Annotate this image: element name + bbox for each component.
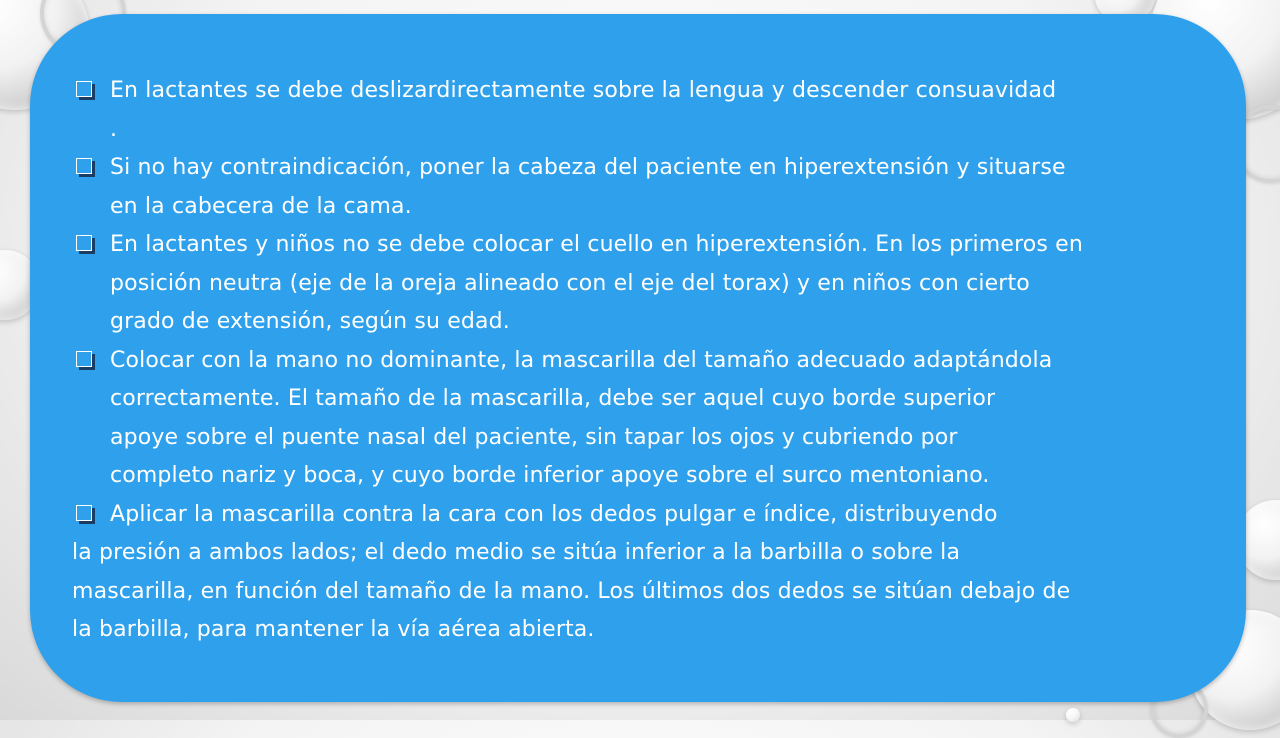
paragraph-text: mascarilla, en función del tamaño de la mano. Los últimos dos dedos se sitúan debajo de — [72, 578, 1071, 604]
list-item — [72, 342, 1212, 496]
paragraph-text: la barbilla, para mantener la vía aérea abierta. — [72, 617, 595, 642]
list-item — [72, 149, 1212, 226]
list-item-continuation: apoye sobre el puente nasal del paciente, sin tapar los ojos y cubriendo por — [110, 424, 958, 450]
list-item-continuation: completo nariz y boca, y cuyo borde inferior apoye sobre el surco mentoniano. — [110, 463, 990, 488]
list-item-text: En lactantes se debe deslizardirectamente sobre la lengua y descender consuavidad — [110, 78, 1057, 103]
checkbox-icon — [76, 351, 92, 367]
list-item-text: Aplicar la mascarilla contra la cara con los dedos pulgar e índice, distribuyendo — [110, 501, 998, 527]
list-item-continuation: en la cabecera de la cama. — [110, 193, 412, 219]
list-item — [72, 72, 1212, 149]
checkbox-icon — [76, 158, 92, 174]
paragraph-line — [72, 534, 1212, 573]
checkbox-icon — [76, 505, 92, 521]
list-item-text: Si no hay contraindicación, poner la cabeza del paciente en hiperextensión y situarse — [110, 155, 1066, 180]
list-item-continuation: posición neutra (eje de la oreja alineado con el eje del torax) y en niños con cierto — [110, 270, 1030, 296]
list-item-continuation: correctamente. El tamaño de la mascarilla, debe ser aquel cuyo borde superior — [110, 386, 996, 411]
checkbox-icon — [76, 81, 92, 97]
list-item — [72, 496, 1212, 535]
paragraph-line — [72, 573, 1212, 612]
list-item-continuation: . — [110, 116, 118, 142]
paragraph-text: la presión a ambos lados; el dedo medio se sitúa inferior a la barbilla o sobre la — [72, 540, 961, 565]
list-item — [72, 226, 1212, 342]
bullet-list — [72, 72, 1212, 650]
checkbox-icon — [76, 235, 92, 251]
list-item-continuation: grado de extensión, según su edad. — [110, 309, 510, 334]
paragraph-line — [72, 611, 1212, 650]
list-item-text: En lactantes y niños no se debe colocar el cuello en hiperextensión. En los primeros en — [110, 232, 1083, 257]
list-item-text: Colocar con la mano no dominante, la mascarilla del tamaño adecuado adaptándola — [110, 347, 1053, 373]
